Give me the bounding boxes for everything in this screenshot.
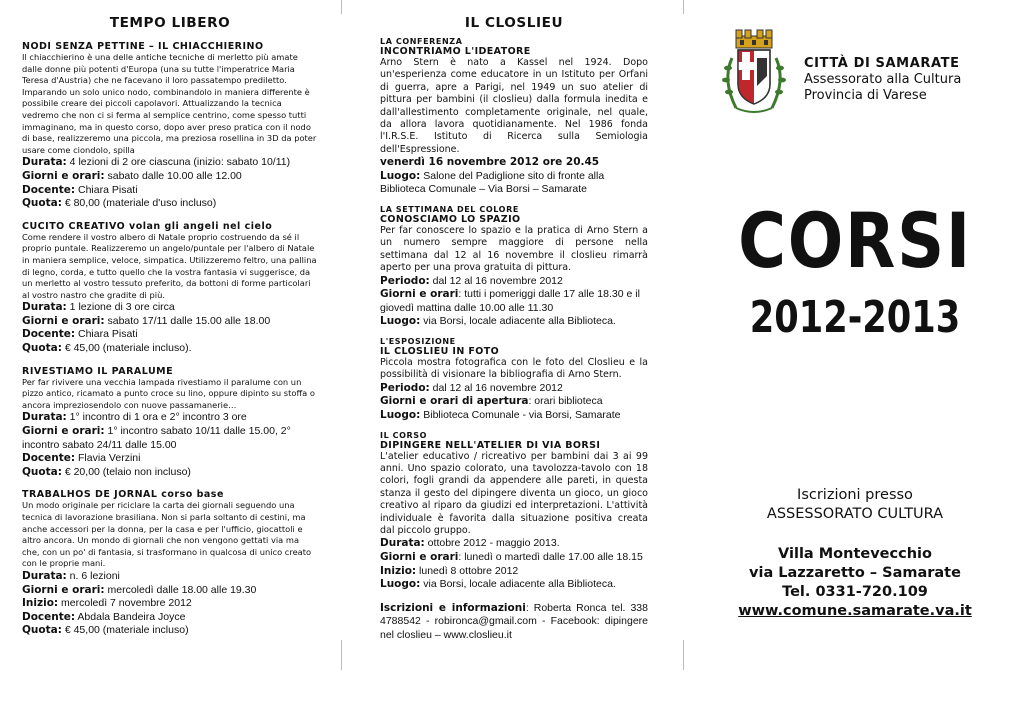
course-chiacchierino	[22, 41, 318, 211]
event-title: CONOSCIAMO LO SPAZIO	[380, 214, 521, 226]
row-label: Docente:	[22, 610, 76, 623]
row-value: Chiara Pisati	[75, 183, 138, 196]
fold-line-1b	[341, 640, 342, 670]
registration-line2: ASSESSORATO CULTURA	[766, 506, 944, 522]
row-label: Luogo:	[380, 578, 421, 591]
info-label: Iscrizioni e informazioni	[380, 601, 526, 614]
course-trabalhos-de-jornal	[22, 489, 318, 638]
row-value: sabato dalle 10.00 alle 12.00	[104, 169, 242, 182]
row-label: Durata:	[22, 569, 67, 582]
row-label: Giorni e orari di apertura	[380, 395, 529, 408]
row-label: Inizio:	[22, 597, 59, 610]
row-label: Quota:	[22, 197, 62, 210]
row-label: Docente:	[22, 452, 76, 465]
row-label: Inizio:	[380, 564, 417, 577]
info-text: : Roberta Ronca tel. 338 4788542 - robironca@gmail.com - Facebook: dipingere nel closlieu – www.closlieu.it	[380, 601, 648, 642]
event-esposizione	[380, 337, 648, 423]
row-label: venerdì 16 novembre 2012 ore 20.45	[380, 156, 600, 169]
row-label: Luogo:	[380, 169, 421, 182]
address-phone: Tel. 0331-720.109	[782, 584, 928, 600]
fold-line-2	[683, 0, 684, 14]
course-title: CUCITO CREATIVO volan gli angeli nel cielo	[22, 220, 273, 232]
row-value: mercoledì 7 novembre 2012	[58, 597, 192, 610]
event-conferenza	[380, 37, 648, 197]
event-description: Arno Stern è nato a Kassel nel 1924. Dopo un'esperienza come educatore in un Istituto per Orfani di guerra, apre a Parigi, nel 1949 un suo atelier di pittura per bambini (il closlieu) dalla formula inedita e dall'allestimento completamente originale, nel quale, da allora lavora quotidianamente. Nel 1986 fonda l'I.R.S.E. Istituto di Ricerca sulla Semiologia dell'Espressione.	[380, 57, 648, 155]
course-title: TRABALHOS DE JORNAL corso base	[22, 489, 224, 501]
city-department: Assessorato alla Cultura	[804, 72, 962, 87]
big-year: 2012-2013	[749, 292, 961, 343]
row-value: Salone del Padiglione sito di fronte alla Biblioteca Comunale – Via Borsi – Samarate	[380, 169, 605, 196]
registration-block	[700, 486, 1010, 524]
row-value: € 45,00 (materiale incluso)	[61, 624, 189, 637]
column-cover	[700, 0, 1010, 724]
address-block	[700, 545, 1010, 621]
city-coat-of-arms-icon	[712, 28, 796, 118]
event-description: L'atelier educativo / ricreativo per bambini dai 3 ai 99 anni. Uno spazio colorato, una tavolozza-tavolo con 18 colori, fogli grandi da appendere alle pareti, in questa stanza il gesto del dipingere diventa un gioco, un gioco creativo al riparo da giudizi ed interpretazioni. L'attività individuale è favorita dalla situazione positiva creata dal piccolo gruppo.	[380, 450, 648, 537]
row-value: ottobre 2012 - maggio 2013.	[424, 537, 560, 550]
row-value: 1° incontro di 1 ora e 2° incontro 3 ore	[66, 411, 247, 424]
row-value: 1° incontro sabato 10/11 dalle 15.00, 2° incontro sabato 24/11 dalle 15.00	[22, 425, 291, 451]
website-link[interactable]: www.comune.samarate.va.it	[738, 603, 972, 619]
event-kicker: LA SETTIMANA DEL COLORE	[380, 205, 519, 215]
fold-line-2b	[683, 640, 684, 670]
row-label: Giorni e orari:	[22, 169, 105, 182]
event-title: IL CLOSLIEU IN FOTO	[380, 346, 500, 358]
fold-line-1	[341, 0, 342, 14]
course-title: RIVESTIAMO IL PARALUME	[22, 365, 174, 377]
city-name: CITTÀ DI SAMARATE	[804, 56, 960, 71]
event-kicker: L'ESPOSIZIONE	[380, 337, 456, 347]
row-value: Flavia Verzini	[75, 452, 141, 465]
column-tempo-libero	[22, 0, 318, 724]
event-title: INCONTRIAMO L'IDEATORE	[380, 46, 531, 57]
row-value: via Borsi, locale adiacente alla Biblioteca.	[420, 315, 616, 328]
event-kicker: IL CORSO	[380, 430, 428, 440]
event-settimana-colore	[380, 205, 648, 329]
row-value: lunedì 8 ottobre 2012	[416, 564, 519, 577]
row-label: Luogo:	[380, 409, 421, 422]
row-label: Giorni e orari:	[22, 314, 105, 327]
row-value: : tutti i pomeriggi dalle 17 alle 18.30 e il giovedì mattina dalle 10.00 alle 11.30	[380, 288, 640, 314]
row-label: Quota:	[22, 465, 62, 478]
course-paralume	[22, 366, 318, 480]
row-value: 4 lezioni di 2 ore ciascuna (inizio: sabato 10/11)	[66, 156, 291, 169]
row-value: Abdala Bandeira Joyce	[75, 610, 186, 623]
course-title: NODI SENZA PETTINE – IL CHIACCHIERINO	[22, 41, 264, 52]
city-block	[804, 56, 961, 104]
row-value: : orari biblioteca	[528, 395, 603, 408]
row-label: Giorni e orari:	[22, 425, 105, 438]
row-value: : lunedì o martedì dalle 17.00 alle 18.15	[458, 551, 643, 564]
event-description: Piccola mostra fotografica con le foto del Closlieu e la possibilità di visionare la bibliografia di Arno Stern.	[380, 357, 648, 381]
row-label: Giorni e orari	[380, 551, 459, 564]
row-label: Durata:	[22, 301, 67, 314]
column-closlieu	[380, 0, 648, 724]
row-label: Luogo:	[380, 315, 421, 328]
row-label: Durata:	[22, 411, 67, 424]
row-value: n. 6 lezioni	[66, 569, 120, 582]
row-label: Periodo:	[380, 274, 430, 287]
row-label: Giorni e orari:	[22, 583, 105, 596]
column-header: IL CLOSLIEU	[464, 16, 564, 31]
row-label: Durata:	[380, 537, 425, 550]
address-villa: Villa Montevecchio	[778, 546, 932, 562]
row-value: dal 12 al 16 novembre 2012	[429, 381, 563, 394]
row-value: € 45,00 (materiale incluso).	[61, 342, 192, 355]
row-value: 1 lezione di 3 ore circa	[66, 301, 175, 314]
row-label: Periodo:	[380, 381, 430, 394]
address-street: via Lazzaretto – Samarate	[749, 565, 961, 581]
row-value: € 20,00 (telaio non incluso)	[61, 465, 191, 478]
course-description: Per far rivivere una vecchia lampada rivestiamo il paralume con un pizzo antico, ricamato a punto croce su lino, oppure dipinto su stoffa o ancora impreziosendolo con nuove passamanerie…	[22, 376, 315, 410]
course-description: Un modo originale per riciclare la carta dei giornali seguendo una tecnica di lavorazione brasiliana. Non si parla soltanto di cestini, ma anche accessori per la donna, per la casa e per l'ufficio, giocattoli e altro ancora. Un mondo di giornali che non vengono gettati via ma che, con un po' di fantasia, si trasformano in qualcosa di unico creato con le proprie mani.	[22, 500, 312, 569]
row-label: Giorni e orari	[380, 288, 459, 301]
row-label: Quota:	[22, 342, 62, 355]
event-corso	[380, 431, 648, 592]
row-label: Docente:	[22, 328, 76, 341]
event-description: Per far conoscere lo spazio e la pratica di Arno Stern a un numero sempre maggiore di persone nella settimana dal 12 al 16 novembre il closlieu rimarrà aperto per una prova gratuita di pittura.	[380, 225, 648, 274]
info-contacts	[380, 602, 648, 643]
registration-line1: Iscrizioni presso	[797, 487, 913, 503]
row-value: via Borsi, locale adiacente alla Biblioteca.	[420, 578, 616, 591]
event-title: DIPINGERE NELL'ATELIER DI VIA BORSI	[380, 439, 601, 451]
event-kicker: LA CONFERENZA	[380, 37, 463, 46]
row-value: Chiara Pisati	[75, 328, 138, 341]
row-value: Biblioteca Comunale - via Borsi, Samarate	[420, 409, 621, 422]
course-cucito-creativo	[22, 221, 318, 356]
row-value: sabato 17/11 dalle 15.00 alle 18.00	[104, 314, 271, 327]
row-value: mercoledì dalle 18.00 alle 19.30	[104, 583, 257, 596]
big-title: CORSI	[738, 196, 972, 285]
course-description: Il chiacchierino è una delle antiche tecniche di merletto più amate dalle donne più potenti d'Europa (una su tutte l'imperatrice Maria Teresa d'Austria) che ne facevano il loro passatempo prediletto. Imparando un solo unico nodo, combinandolo in maniera differente è possibile creare dei piccoli capolavori. Attualizzando la tecnica vedremo che non ci si ferma al semplice centrino, come spesso tutti immaginano, ma in questo corso, dopo aver preso pratica con il nodo di base, realizzeremo una piccola, ma preziosa rosellina in 3D da poter usare come ciondolo, spilla	[22, 52, 317, 155]
row-value: € 80,00 (materiale d'uso incluso)	[61, 197, 217, 210]
row-label: Docente:	[22, 183, 76, 196]
row-value: dal 12 al 16 novembre 2012	[429, 274, 563, 287]
course-description: Come rendere il vostro albero di Natale proprio costruendo da sé il proprio puntale. Realizzeremo un angelo/puntale per l'albero di Natale in maniera semplice, veloce, simpatica. Utilizzeremo feltro, una pallina di legno, corda, e tutto quello che la vostra fantasia vi suggerisce, da un merletto al vostro tessuto preferito, da bottoni di forme particolari al vostro nastro che gradite di più.	[22, 231, 317, 300]
column-header: TEMPO LIBERO	[109, 16, 231, 31]
city-province: Provincia di Varese	[804, 88, 927, 103]
row-label: Quota:	[22, 624, 62, 637]
row-label: Durata:	[22, 156, 67, 169]
